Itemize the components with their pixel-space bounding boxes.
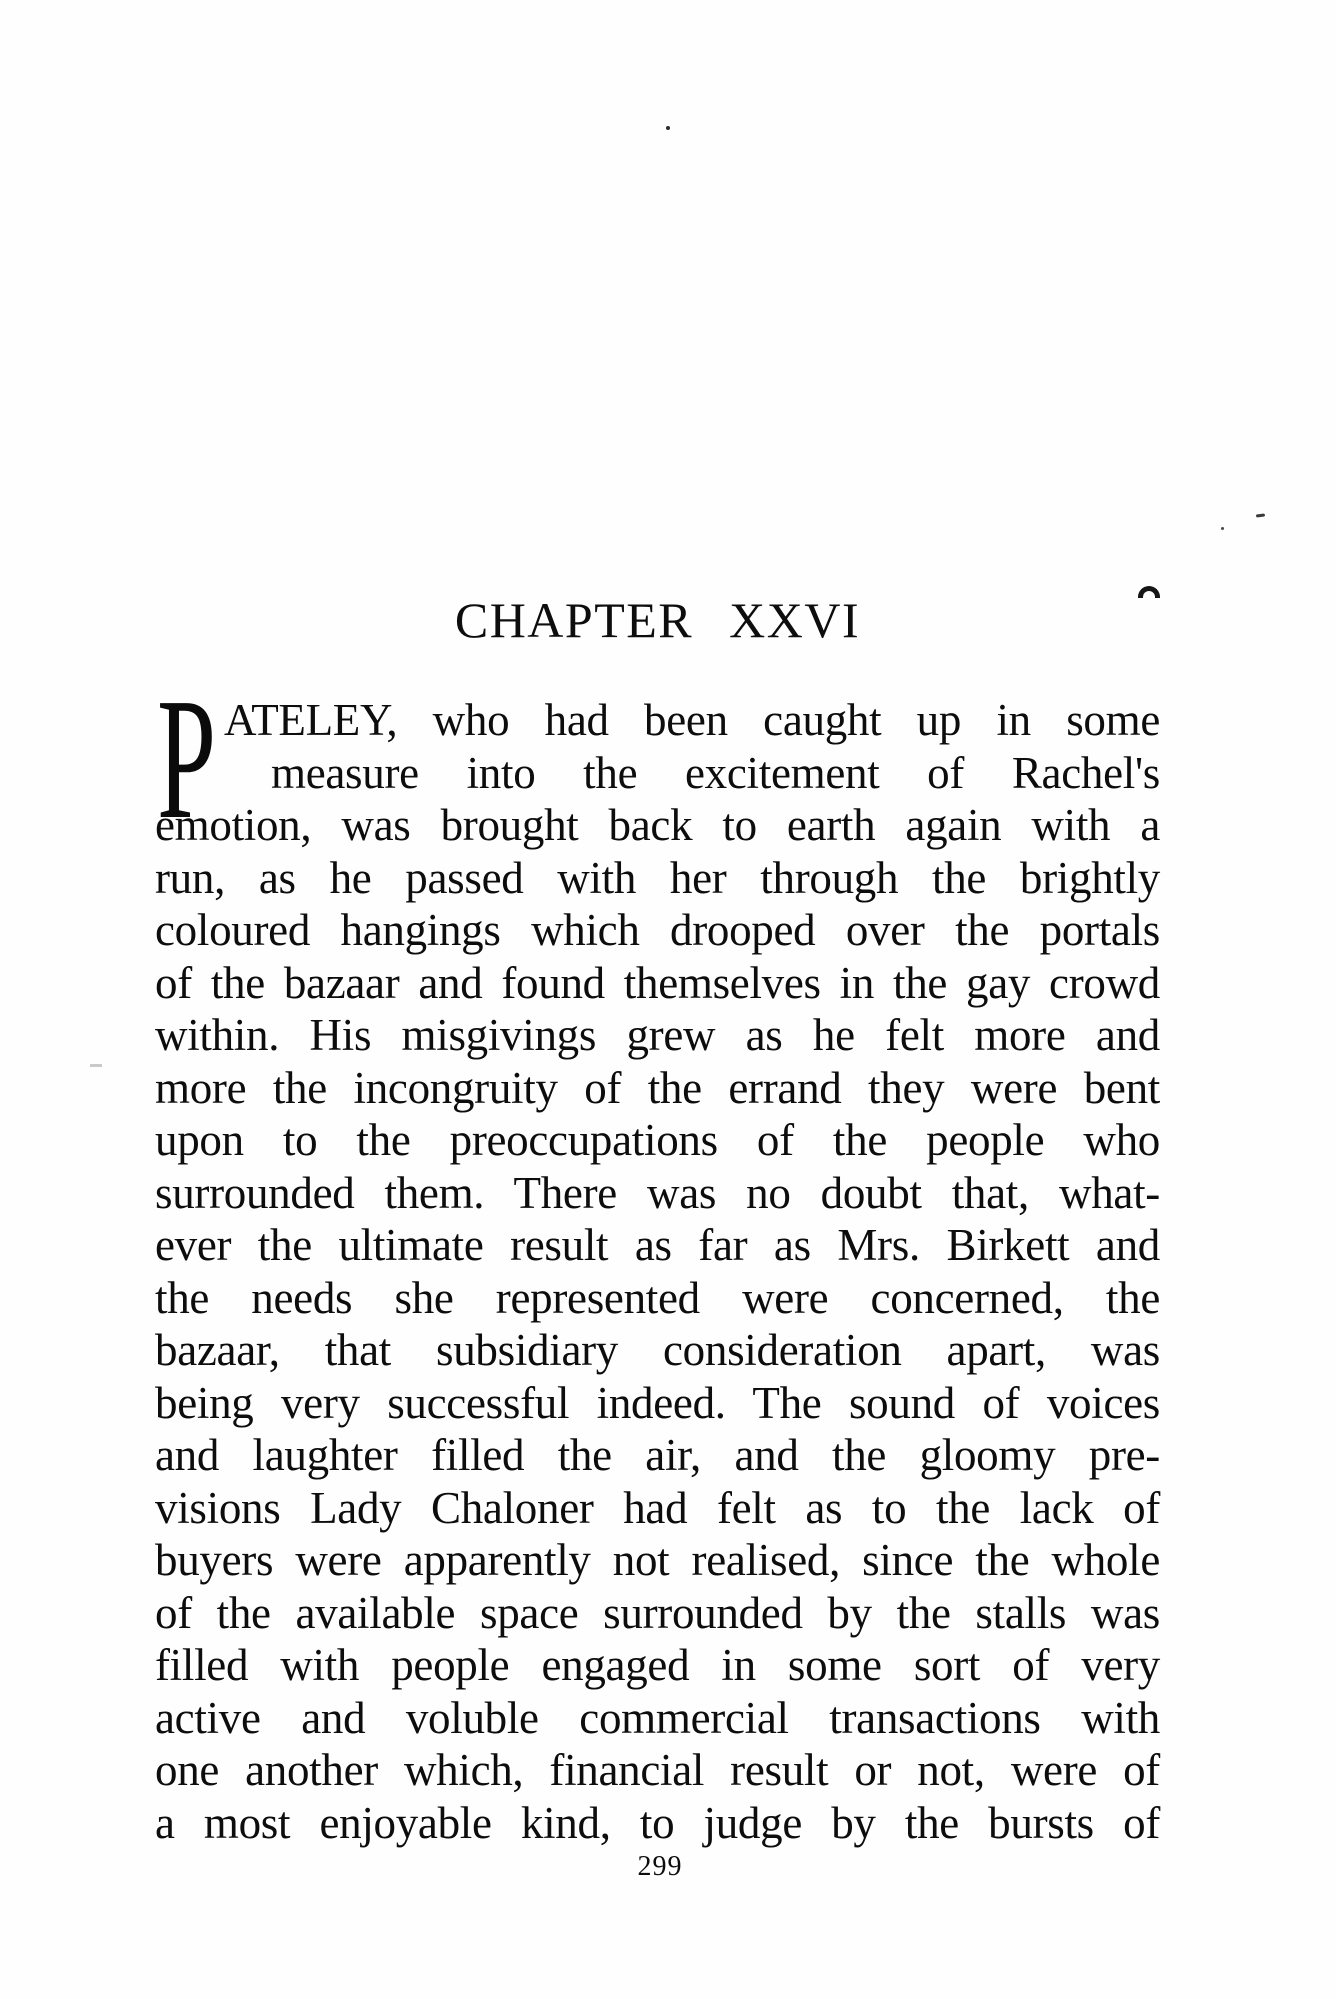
text-line: measure into the excitement of Rachel's <box>271 747 1160 798</box>
page-number: 299 <box>637 1851 683 1882</box>
text-line: of the available space surrounded by the stalls was <box>155 1587 1160 1638</box>
text-line: active and voluble commercial transactions with <box>155 1692 1160 1743</box>
text-line: buyers were apparently not realised, since the whole <box>155 1535 1160 1585</box>
text-line: the needs she represented were concerned, the <box>155 1272 1160 1323</box>
text-line: being very successful indeed. The sound of voices <box>155 1377 1160 1428</box>
text-line: and laughter filled the air, and the gloomy pre- <box>155 1430 1160 1480</box>
text-line: coloured hangings which drooped over the portals <box>155 905 1160 955</box>
text-line: upon to the preoccupations of the people who <box>155 1115 1160 1165</box>
text-line: surrounded them. There was no doubt that, what- <box>155 1167 1160 1218</box>
text-line: emotion, was brought back to earth again with a <box>155 800 1160 850</box>
text-line: ever the ultimate result as far as Mrs. Birkett and <box>155 1220 1160 1270</box>
scan-speck <box>1256 513 1265 517</box>
text-line: run, as he passed with her through the brightly <box>155 852 1160 903</box>
drop-cap-letter: P <box>157 662 217 855</box>
text-line: bazaar, that subsidiary consideration apart, was <box>155 1325 1160 1375</box>
scan-speck <box>666 126 670 130</box>
text-line: a most enjoyable kind, to judge by the bursts of <box>155 1797 1160 1848</box>
text-line: one another which, financial result or not, were of <box>155 1745 1160 1795</box>
text-line: ATELEY, who had been caught up in some <box>224 695 1160 745</box>
text-line: more the incongruity of the errand they were bent <box>155 1062 1160 1113</box>
scan-speck <box>1221 527 1224 530</box>
chapter-heading: CHAPTER XXVI <box>454 592 861 648</box>
text-line: of the bazaar and found themselves in the gay crowd <box>155 957 1160 1008</box>
text-line: visions Lady Chaloner had felt as to the lack of <box>155 1482 1160 1533</box>
text-line: within. His misgivings grew as he felt more and <box>155 1010 1160 1060</box>
paragraph-text <box>155 694 1160 1849</box>
text-line: filled with people engaged in some sort of very <box>155 1640 1160 1690</box>
scan-speck <box>90 1064 102 1067</box>
